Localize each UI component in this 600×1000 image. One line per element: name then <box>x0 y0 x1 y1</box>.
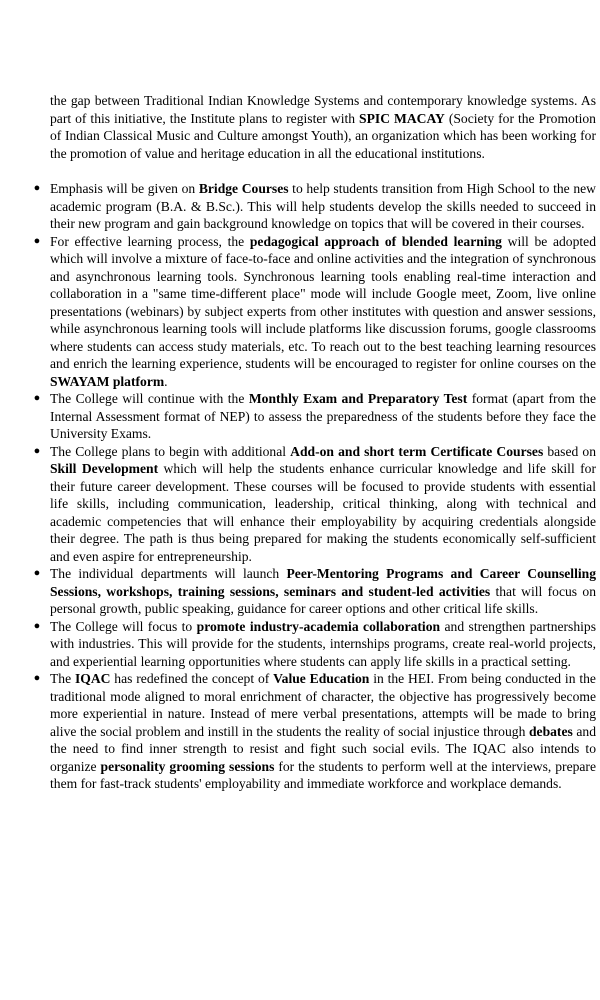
bullet-item-bridge-courses <box>33 180 596 233</box>
bullet-list <box>33 180 597 793</box>
text-run: The College will continue with the <box>50 391 249 406</box>
text-run: based on <box>543 443 597 459</box>
text-run: has redefined the concept of <box>110 671 274 686</box>
text-run: Emphasis will be given on <box>50 181 199 196</box>
text-run: and the need to find inner strength to resist and fight such social evils. The IQAC also intends to organize <box>50 723 597 774</box>
bullet-item-monthly-exam <box>33 390 596 443</box>
text-run: . <box>164 373 168 389</box>
bullet-icon: ● <box>33 444 41 457</box>
text-run: and strengthen partnerships with industries. This will provide for the students, internships programs, create real-world projects, and experiential learning opportunities where students can apply life skills in a practical setting. <box>50 618 597 669</box>
text-run: for the students to perform well at the interviews, prepare them for fast-track students' employability and immediate workforce and workplace demands. <box>50 758 596 791</box>
text-run: The individual departments will launch <box>50 566 287 581</box>
bullet-icon: ● <box>33 619 41 632</box>
text-run: to help students transition from High School to the new academic program (B.A. & B.Sc.). This will help students develop the skills needed to succeed in their new program and gain background knowledge on topics that will be covered in their courses. <box>50 181 596 231</box>
bold-run: promote industry-academia collaboration <box>196 618 441 634</box>
text-run: which will help the students enhance curricular knowledge and life skill for their future career development. These courses will be focused to provide students with essential life skills, including communication, leadership, critical thinking, along with technical and academic competencies that will enhance their employability by acquiring credentials alongside their degree. The path is thus being prepared for making the students economically self-sufficient and even aspire for entrepreneurship. <box>50 461 596 564</box>
bold-run: Bridge Courses <box>198 181 289 196</box>
bold-run: Peer-Mentoring Programs and Career Counselling Sessions, workshops, training sessions, seminars and student-led activities <box>50 566 596 599</box>
bullet-icon: ● <box>33 567 41 579</box>
bullet-item-certificate-courses <box>33 443 597 566</box>
bullet-item-value-education <box>33 670 597 793</box>
bold-run: Skill Development <box>50 461 159 476</box>
bullet-icon: ● <box>33 234 41 247</box>
text-run: The <box>50 671 75 686</box>
bold-run: SWAYAM platform <box>50 373 165 389</box>
text-run: The College plans to begin with additional <box>50 443 291 459</box>
bullet-item-industry-academia <box>33 618 597 671</box>
bullet-item-peer-mentoring <box>33 565 596 618</box>
text-run: For effective learning process, the <box>50 233 250 249</box>
text-run: will be adopted which will involve a mixture of face-to-face and online activities and the integration of synchronous and asynchronous learning tools. Synchronous learning tools enabling real-time interaction and collaboration in a "same time-different place" mode will include Google meet, Zoom, live online presentations (webinars) by subject experts from other institutes with question and answer sessions, while asynchronous learning tools will include platforms like discussion forums, google classrooms where students can access study materials, etc. To reach out to the best teaching learning resources and enrich the learning experience, students will be encouraged to register for online courses on the <box>50 233 596 371</box>
bullet-item-blended-learning <box>33 233 596 391</box>
bold-run: personality grooming sessions <box>100 758 275 774</box>
text-run: the gap between Traditional Indian Knowledge Systems and contemporary knowledge systems. As part of this initiative, the Institute plans to register with <box>50 93 596 126</box>
bold-run: Monthly Exam and Preparatory Test <box>248 391 468 406</box>
bold-run-spic-macay: SPIC MACAY <box>359 110 445 126</box>
text-run: (Society for the Promotion of Indian Classical Music and Culture amongst Youth), an organization which has been working for the promotion of value and heritage education in all the educational institutions. <box>50 110 596 161</box>
text-run: format (apart from the Internal Assessment format of NEP) to assess the preparedness of the students before they face the University Exams. <box>50 391 596 441</box>
bullet-icon: ● <box>33 182 41 194</box>
continuation-paragraph <box>50 92 596 162</box>
bold-run: IQAC <box>74 671 111 686</box>
bold-run: pedagogical approach of blended learning <box>249 233 502 249</box>
bullet-icon: ● <box>33 392 41 404</box>
bold-run: debates <box>528 723 573 739</box>
bullet-icon: ● <box>33 672 41 684</box>
text-run: The College will focus to <box>50 618 197 634</box>
text-run: that will focus on personal growth, public speaking, guidance for career options and other critical life skills. <box>50 583 596 616</box>
bold-run: Value Education <box>273 671 370 686</box>
text-run: in the HEI. From being conducted in the traditional mode aligned to moral enrichment of character, the objective has progressively become more experiential in nature. Instead of mere verbal presentations, attempts will be made to bring alive the social problem and instill in the students the reality of social injustice through <box>50 671 596 739</box>
bold-run: Add-on and short term Certificate Courses <box>290 443 544 459</box>
